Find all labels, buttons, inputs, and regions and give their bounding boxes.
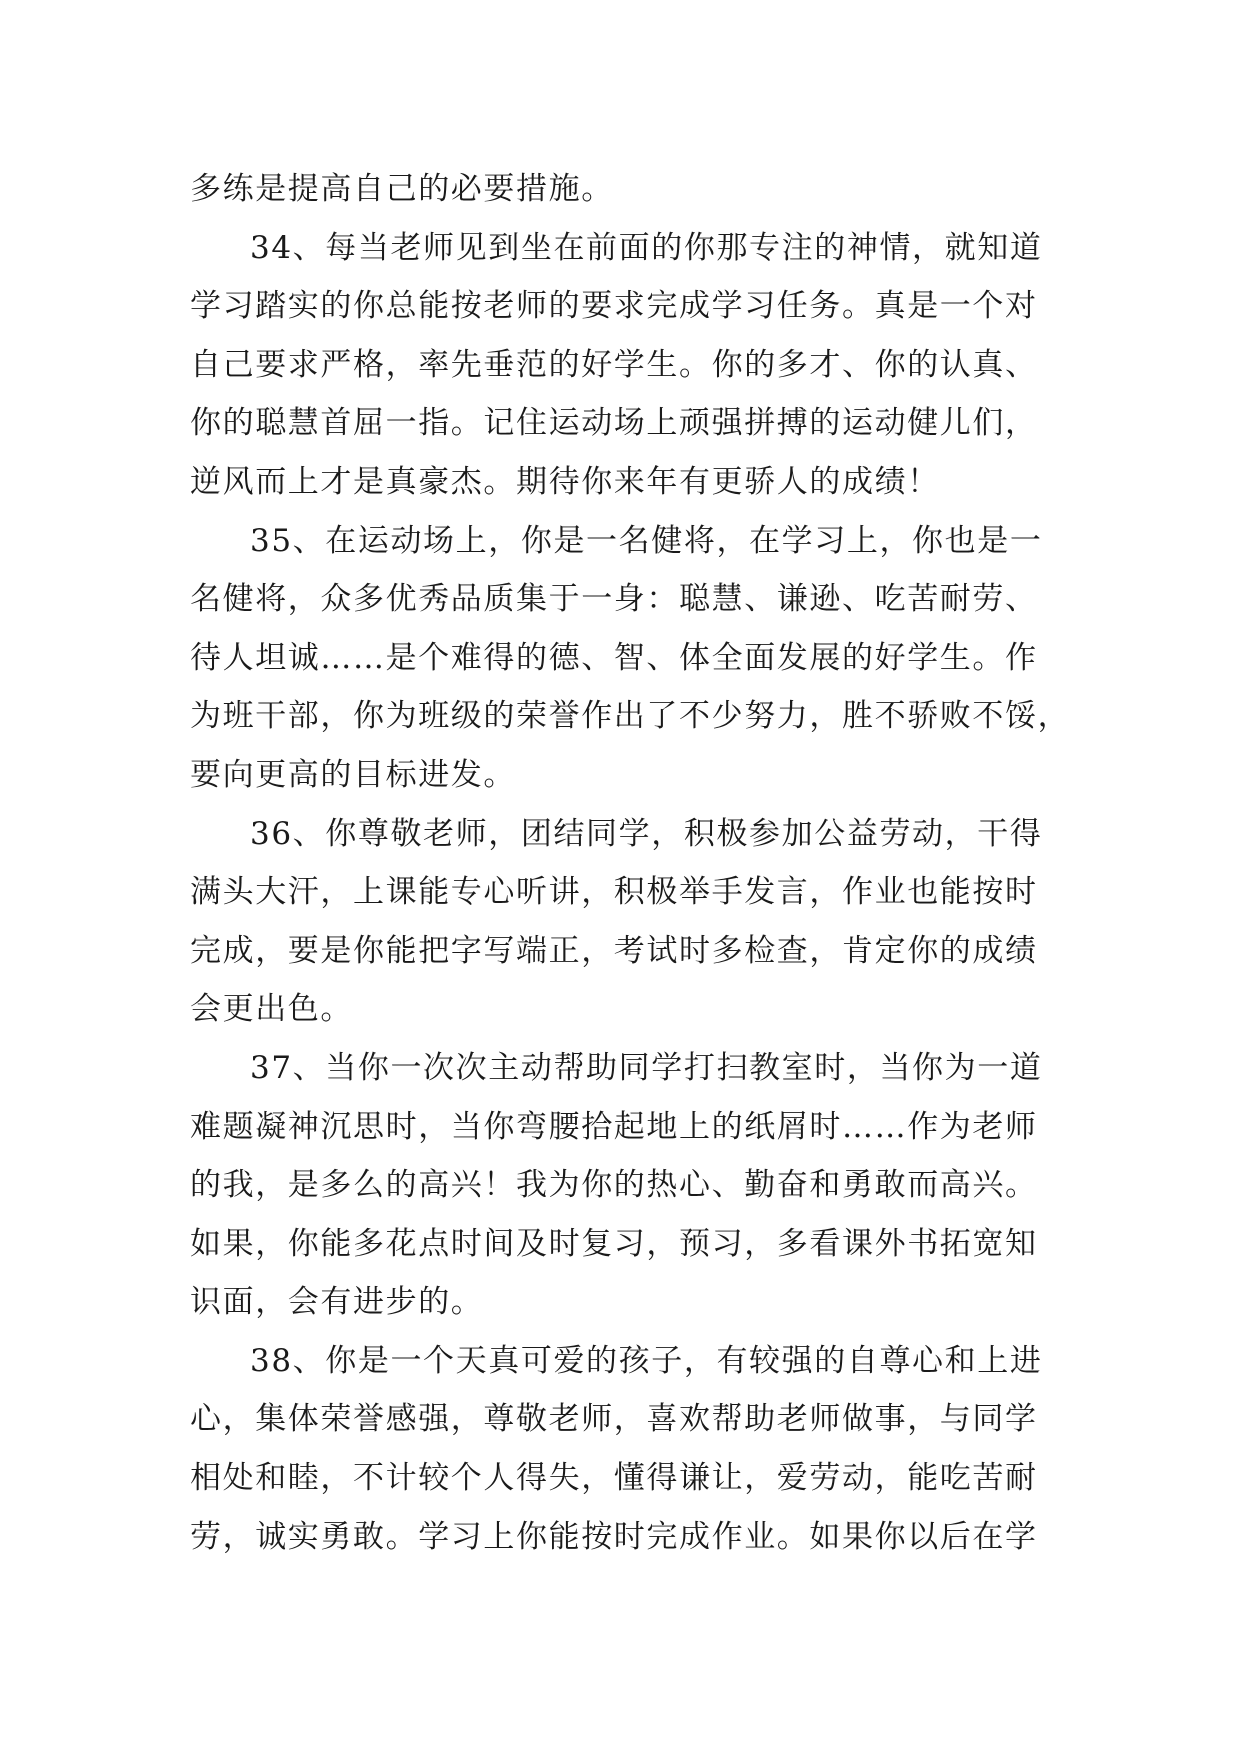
- paragraph-start-37: 37、当你一次次主动帮助同学打扫教室时，当你为一道: [250, 1049, 1043, 1086]
- text-line: 要向更高的目标进发。: [190, 756, 516, 793]
- text-line: 为班干部，你为班级的荣誉作出了不少努力，胜不骄败不馁，: [190, 698, 1071, 735]
- text-line: 相处和睦，不计较个人得失，懂得谦让，爱劳动，能吃苦耐: [190, 1460, 1038, 1497]
- text-line: 识面，会有进步的。: [190, 1284, 484, 1321]
- text-line: 劳，诚实勇敢。学习上你能按时完成作业。如果你以后在学: [190, 1518, 1038, 1555]
- text-line: 学习踏实的你总能按老师的要求完成学习任务。真是一个对: [190, 288, 1038, 325]
- document-body: [190, 160, 1071, 1566]
- paragraph-start-36: 36、你尊敬老师，团结同学，积极参加公益劳动，干得: [250, 815, 1043, 852]
- text-line: 如果，你能多花点时间及时复习，预习，多看课外书拓宽知: [190, 1225, 1038, 1262]
- text-line: 名健将，众多优秀品质集于一身：聪慧、谦逊、吃苦耐劳、: [190, 581, 1038, 618]
- text-line: 多练是提高自己的必要措施。: [190, 171, 614, 207]
- text-line: 自己要求严格，率先垂范的好学生。你的多才、你的认真、: [190, 346, 1038, 383]
- text-line: 难题凝神沉思时，当你弯腰拾起地上的纸屑时……作为老师: [190, 1108, 1038, 1145]
- paragraph-start-35: 35、在运动场上，你是一名健将，在学习上，你也是一: [250, 522, 1043, 559]
- text-line: 你的聪慧首屈一指。记住运动场上顽强拼搏的运动健儿们，: [190, 405, 1038, 442]
- text-line: 会更出色。: [190, 991, 353, 1028]
- text-line: 逆风而上才是真豪杰。期待你来年有更骄人的成绩！: [190, 463, 940, 500]
- text-line: 心，集体荣誉感强，尊敬老师，喜欢帮助老师做事，与同学: [190, 1401, 1038, 1438]
- text-line: 的我，是多么的高兴！我为你的热心、勤奋和勇敢而高兴。: [190, 1167, 1038, 1204]
- text-line: 待人坦诚……是个难得的德、智、体全面发展的好学生。作: [190, 639, 1038, 676]
- paragraph-start-38: 38、你是一个天真可爱的孩子，有较强的自尊心和上进: [250, 1342, 1043, 1379]
- text-line: 满头大汗，上课能专心听讲，积极举手发言，作业也能按时: [190, 874, 1038, 911]
- paragraph-start-34: 34、每当老师见到坐在前面的你那专注的神情，就知道: [250, 229, 1043, 266]
- text-line: 完成，要是你能把字写端正，考试时多检查，肯定你的成绩: [190, 932, 1038, 969]
